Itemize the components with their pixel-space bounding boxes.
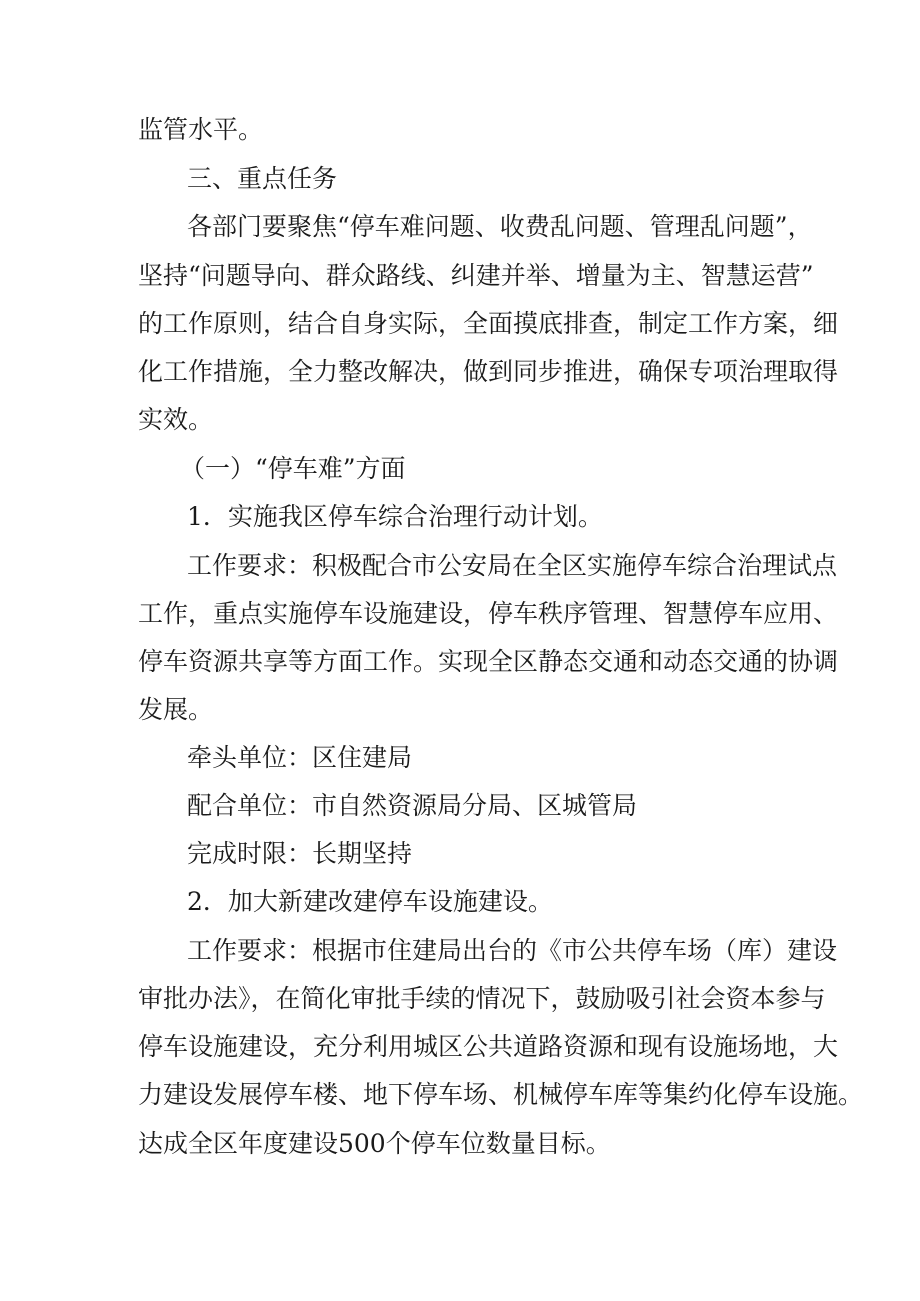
- text-line: 发展。: [138, 695, 214, 724]
- text-line: 工作，重点实施停车设施建设，停车秩序管理、智慧停车应用、: [138, 599, 839, 628]
- text-line: 的工作原则，结合自身实际，全面摸底排查，制定工作方案，细: [138, 309, 839, 338]
- text-line: 达成全区年度建设500个停车位数量目标。: [138, 1129, 611, 1158]
- text-line: 审批办法》，在简化审批手续的情况下，鼓励吸引社会资本参与: [138, 984, 826, 1013]
- text-line: 实效。: [138, 405, 214, 434]
- text-line: 监管水平。: [138, 115, 264, 144]
- deadline-line: 完成时限：长期坚持: [187, 839, 413, 868]
- text-line: 坚持“问题导向、群众路线、纠建并举、增量为主、智慧运营”: [138, 261, 814, 290]
- lead-unit-line: 牵头单位：区住建局: [187, 743, 413, 772]
- section-heading: 三、重点任务: [187, 164, 338, 193]
- text-line: 停车资源共享等方面工作。实现全区静态交通和动态交通的协调: [138, 647, 839, 676]
- item-heading: 1．实施我区停车综合治理行动计划。: [187, 502, 603, 531]
- text-line: 停车设施建设，充分利用城区公共道路资源和现有设施场地，大: [138, 1032, 839, 1061]
- text-line: 化工作措施，全力整改解决，做到同步推进，确保专项治理取得: [138, 357, 839, 386]
- text-line: 各部门要聚焦“停车难问题、收费乱问题、管理乱问题”，: [187, 212, 813, 241]
- subsection-heading: （一）“停车难”方面: [180, 454, 406, 483]
- text-line: 工作要求：积极配合市公安局在全区实施停车综合治理试点: [187, 551, 838, 580]
- item-heading: 2．加大新建改建停车设施建设。: [187, 887, 553, 916]
- text-line: 工作要求：根据市住建局出台的《市公共停车场（库）建设: [187, 936, 838, 965]
- text-line: 力建设发展停车楼、地下停车场、机械停车库等集约化停车设施。: [138, 1080, 864, 1109]
- cooperating-unit-line: 配合单位：市自然资源局分局、区城管局: [187, 791, 638, 820]
